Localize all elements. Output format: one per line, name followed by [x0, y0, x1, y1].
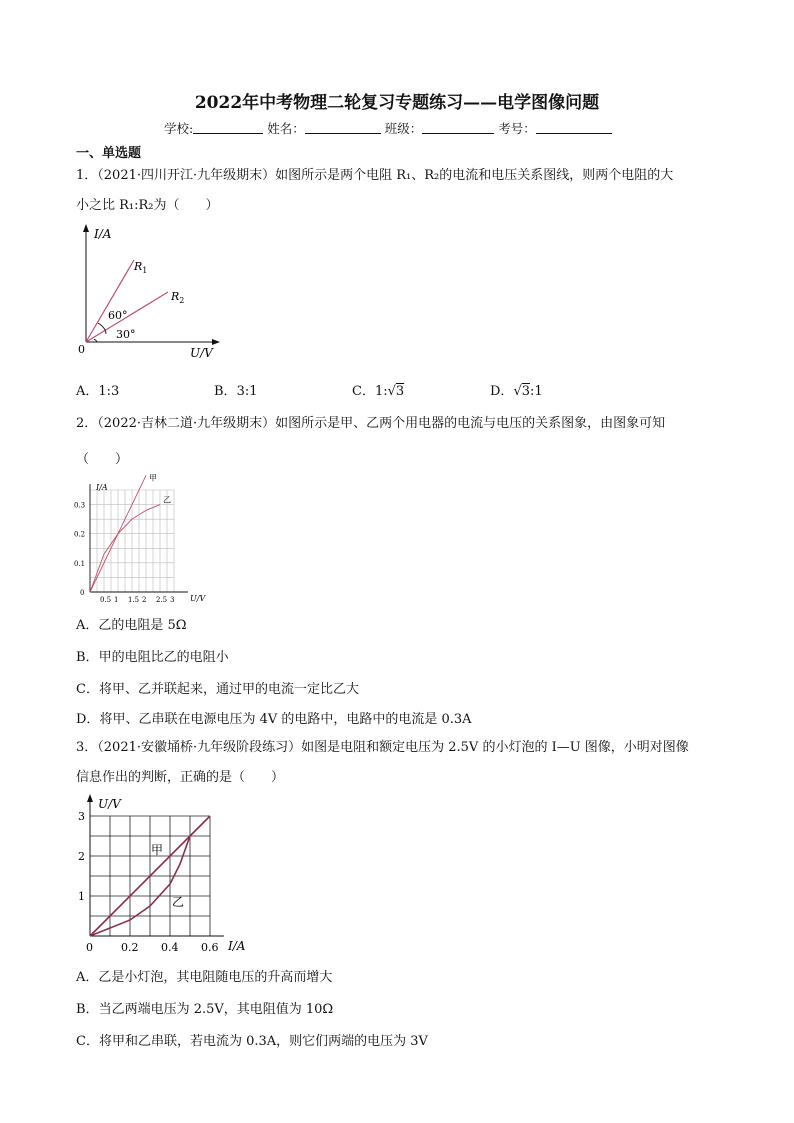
class-label: 班级：	[384, 121, 423, 136]
q1-y-label: I/A	[94, 227, 112, 241]
q2-option-a[interactable]: A．乙的电阻是 5Ω	[76, 618, 187, 633]
q2-y-label: I/A	[96, 483, 108, 492]
q3-option-a[interactable]: A．乙是小灯泡，其电阻随电压的升高而增大	[76, 970, 333, 985]
q2-y-tick: 0.2	[74, 530, 86, 539]
q3-chart	[72, 794, 262, 958]
q1-option-c[interactable]: C．1:√3	[352, 384, 405, 399]
q2-y-tick: 0.3	[74, 501, 86, 510]
q2-x-tick: 1.5	[128, 596, 140, 604]
q1-option-b[interactable]: B．3:1	[214, 384, 258, 399]
q2-option-d[interactable]: D．将甲、乙串联在电源电压为 4V 的电路中，电路中的电流是 0.3A	[76, 712, 472, 727]
q2-chart	[72, 473, 212, 606]
exam-no-label: 考号：	[498, 121, 536, 136]
q1-option-a[interactable]: A．1:3	[76, 384, 120, 399]
q3-option-c[interactable]: C．将甲和乙串联，若电流为 0.3A，则它们两端的电压为 3V	[76, 1034, 428, 1049]
name-blank[interactable]	[305, 121, 381, 134]
q1-x-label: U/V	[190, 346, 213, 360]
q2-option-b[interactable]: B．甲的电阻比乙的电阻小	[76, 650, 229, 665]
q3-y-tick: 1	[78, 890, 85, 903]
q1-stem-line2: 小之比 R₁:R₂为（ ）	[76, 198, 219, 213]
q3-y-tick: 2	[78, 850, 85, 863]
q3-stem-line2: 信息作出的判断，正确的是（ ）	[76, 770, 285, 785]
q3-y-label: U/V	[98, 797, 121, 811]
q2-x-label: U/V	[190, 594, 206, 603]
q1-angle-30: 30°	[116, 328, 136, 341]
q3-x-label: I/A	[228, 939, 246, 953]
q2-label-jia: 甲	[149, 473, 157, 483]
q1-option-d[interactable]: D．√3:1	[490, 384, 543, 399]
q2-y-tick: 0.1	[74, 559, 86, 568]
q1-r1-label: $R_1$	[134, 260, 148, 275]
q1-graph	[76, 222, 236, 362]
class-blank[interactable]	[422, 121, 494, 134]
page-title: 2022年中考物理二轮复习专题练习——电学图像问题	[194, 93, 600, 113]
q1-y-arrow	[83, 224, 89, 232]
section-heading: 一、单选题	[76, 146, 142, 161]
q1-x-arrow	[212, 339, 220, 345]
q3-option-b[interactable]: B．当乙两端电压为 2.5V，其电阻值为 10Ω	[76, 1002, 334, 1017]
q2-x-tick: 2	[142, 596, 147, 604]
q3-y-tick: 3	[78, 810, 85, 823]
q1-origin-label: 0	[78, 343, 85, 356]
q1-angle-60: 60°	[108, 309, 128, 322]
q3-stem-line1: 3．（2021·安徽埇桥·九年级阶段练习）如图是电阻和额定电压为 2.5V 的小灯泡的 I—U 图像，小明对图像	[76, 740, 689, 755]
q2-x-tick: 3	[170, 596, 175, 604]
q3-x-tick: 0.6	[201, 941, 219, 954]
q1-r2-label: $R_2$	[171, 290, 185, 305]
q3-x-tick: 0.2	[121, 941, 139, 954]
student-info-line	[164, 119, 616, 137]
school-label: 学校:	[164, 121, 194, 136]
name-label: 姓名：	[267, 121, 305, 136]
q1-stem-line1: 1．（2021·四川开江·九年级期末）如图所示是两个电阻 R₁、R₂的电流和电压关系图线，则两个电阻的大	[76, 168, 674, 183]
q3-y-arrow	[87, 794, 93, 802]
q2-x-tick: 2.5	[156, 596, 168, 604]
q2-x-tick: 0.5	[100, 596, 112, 604]
q2-x-tick: 1	[114, 596, 119, 604]
q3-label-yi: 乙	[172, 895, 185, 909]
q2-stem-line2: （ ）	[76, 452, 129, 467]
exam-no-blank[interactable]	[536, 121, 612, 134]
q3-label-jia: 甲	[151, 843, 164, 857]
q2-origin-label: 0	[80, 589, 85, 597]
q3-x-tick: 0	[86, 941, 93, 954]
school-blank[interactable]	[193, 121, 263, 134]
q2-label-yi: 乙	[163, 495, 171, 505]
q2-stem-line1: 2．（2022·吉林二道·九年级期末）如图所示是甲、乙两个用电器的电流与电压的关系图象，由图象可知	[76, 416, 666, 431]
q3-x-tick: 0.4	[161, 941, 179, 954]
q2-option-c[interactable]: C．将甲、乙并联起来，通过甲的电流一定比乙大	[76, 682, 359, 697]
